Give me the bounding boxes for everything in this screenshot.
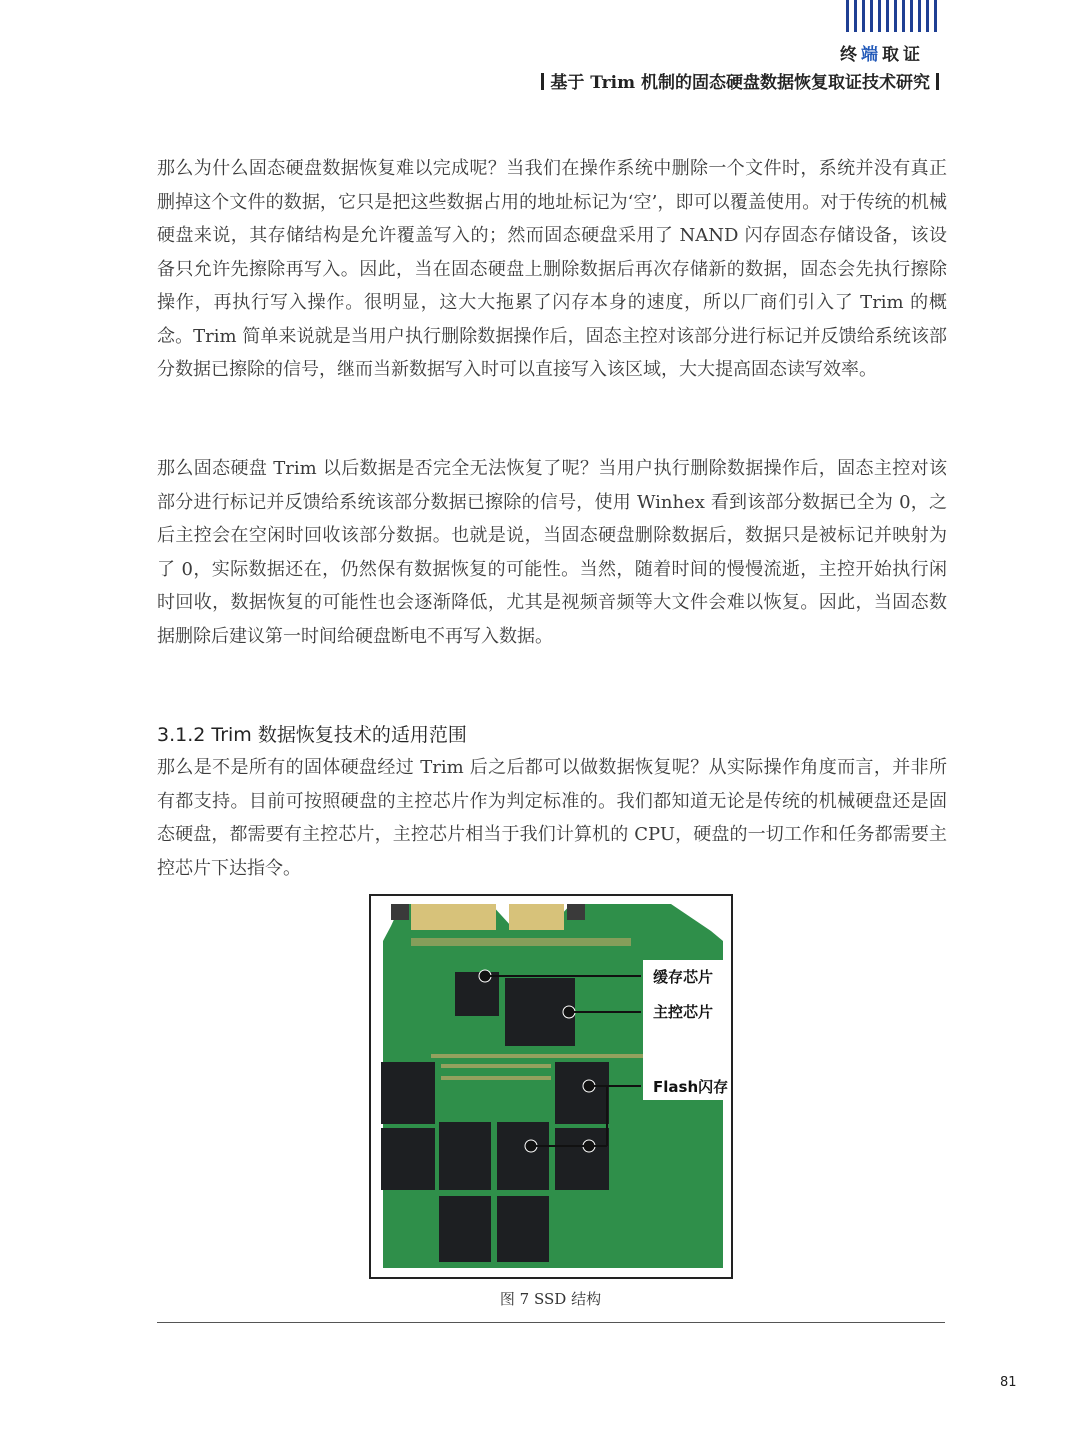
footer-rule xyxy=(157,1322,945,1323)
brand-char-3: 取证 xyxy=(882,45,924,65)
connector-latch-left xyxy=(391,904,409,920)
brand-char-1: 终 xyxy=(840,45,861,65)
passive-row-1 xyxy=(431,1054,671,1058)
cache-chip xyxy=(455,972,499,1016)
flash-chip xyxy=(439,1196,491,1262)
flash-chip xyxy=(555,1062,609,1124)
label-controller-chip: 主控芯片 xyxy=(653,1003,714,1021)
running-title-text: 基于 Trim 机制的固态硬盘数据恢复取证技术研究 xyxy=(550,73,930,93)
ssd-structure-figure xyxy=(369,894,733,1279)
connector-latch-right xyxy=(567,904,585,920)
flash-chip xyxy=(497,1122,549,1190)
brand-char-2: 端 xyxy=(861,45,882,65)
flash-chip xyxy=(381,1128,435,1190)
passive-row-3 xyxy=(441,1076,551,1080)
paragraph-1: 那么为什么固态硬盘数据恢复难以完成呢？当我们在操作系统中删除一个文件时，系统并没有真正删掉这个文件的数据，它只是把这些数据占用的地址标记为‘空’，即可以覆盖使用。对于传统的机械硬盘来说，其存储结构是允许覆盖写入的；然而固态硬盘采用了 NAND 闪存固态存储设备，该设备只允许先擦除再写入。因此，当在固态硬盘上删除数据后再次存储新的数据，固态会先执行擦除操作，再执行写入操作。很明显，这大大拖累了闪存本身的速度，所以厂商们引入了 Trim 的概念。Trim 简单来说就是当用户执行删除数据操作后，固态主控对该部分进行标记并反馈给系统该部分数据已擦除的信号，继而当新数据写入时可以直接写入该区域，大大提高固态读写效率。 xyxy=(157,158,947,380)
title-left-bar xyxy=(541,73,544,90)
sata-connector-left xyxy=(411,904,496,930)
component-strip xyxy=(411,938,631,946)
article-running-title xyxy=(535,68,945,93)
label-cache-chip: 缓存芯片 xyxy=(653,968,714,986)
header-barcode-decoration xyxy=(846,0,938,32)
flash-chip xyxy=(381,1062,435,1124)
label-flash-memory: Flash闪存 xyxy=(653,1078,729,1096)
flash-chip xyxy=(439,1122,491,1190)
passive-row-2 xyxy=(441,1064,551,1068)
page-number: 81 xyxy=(1000,1375,1017,1390)
section-heading: 3.1.2 Trim 数据恢复技术的适用范围 xyxy=(157,724,467,746)
ssd-board-illustration xyxy=(371,896,731,1277)
flash-chip xyxy=(555,1128,609,1190)
sata-connector-right xyxy=(509,904,564,930)
figure-caption: 图 7 SSD 结构 xyxy=(499,1290,602,1308)
section-paragraph: 那么是不是所有的固体硬盘经过 Trim 后之后都可以做数据恢复呢？从实际操作角度而言，并非所有都支持。目前可按照硬盘的主控芯片作为判定标准的。我们都知道无论是传统的机械硬盘还是固态硬盘，都需要有主控芯片，主控芯片相当于我们计算机的 CPU，硬盘的一切工作和任务都需要主控芯片下达指令。 xyxy=(157,757,947,879)
flash-chip xyxy=(497,1196,549,1262)
journal-brand xyxy=(840,40,940,65)
title-right-bar xyxy=(936,73,939,90)
paragraph-2: 那么固态硬盘 Trim 以后数据是否完全无法恢复了呢？当用户执行删除数据操作后，固态主控对该部分进行标记并反馈给系统该部分数据已擦除的信号，使用 Winhex 看到该部分数据已全为 0，之后主控会在空闲时回收该部分数据。也就是说，当固态硬盘删除数据后，数据只是被标记并映射为了 0，实际数据还在，仍然保有数据恢复的可能性。当然，随着时间的慢慢流逝，主控开始执行闲时回收，数据恢复的可能性也会逐渐降低，尤其是视频音频等大文件会难以恢复。因此，当固态数据删除后建议第一时间给硬盘断电不再写入数据。 xyxy=(157,458,947,647)
